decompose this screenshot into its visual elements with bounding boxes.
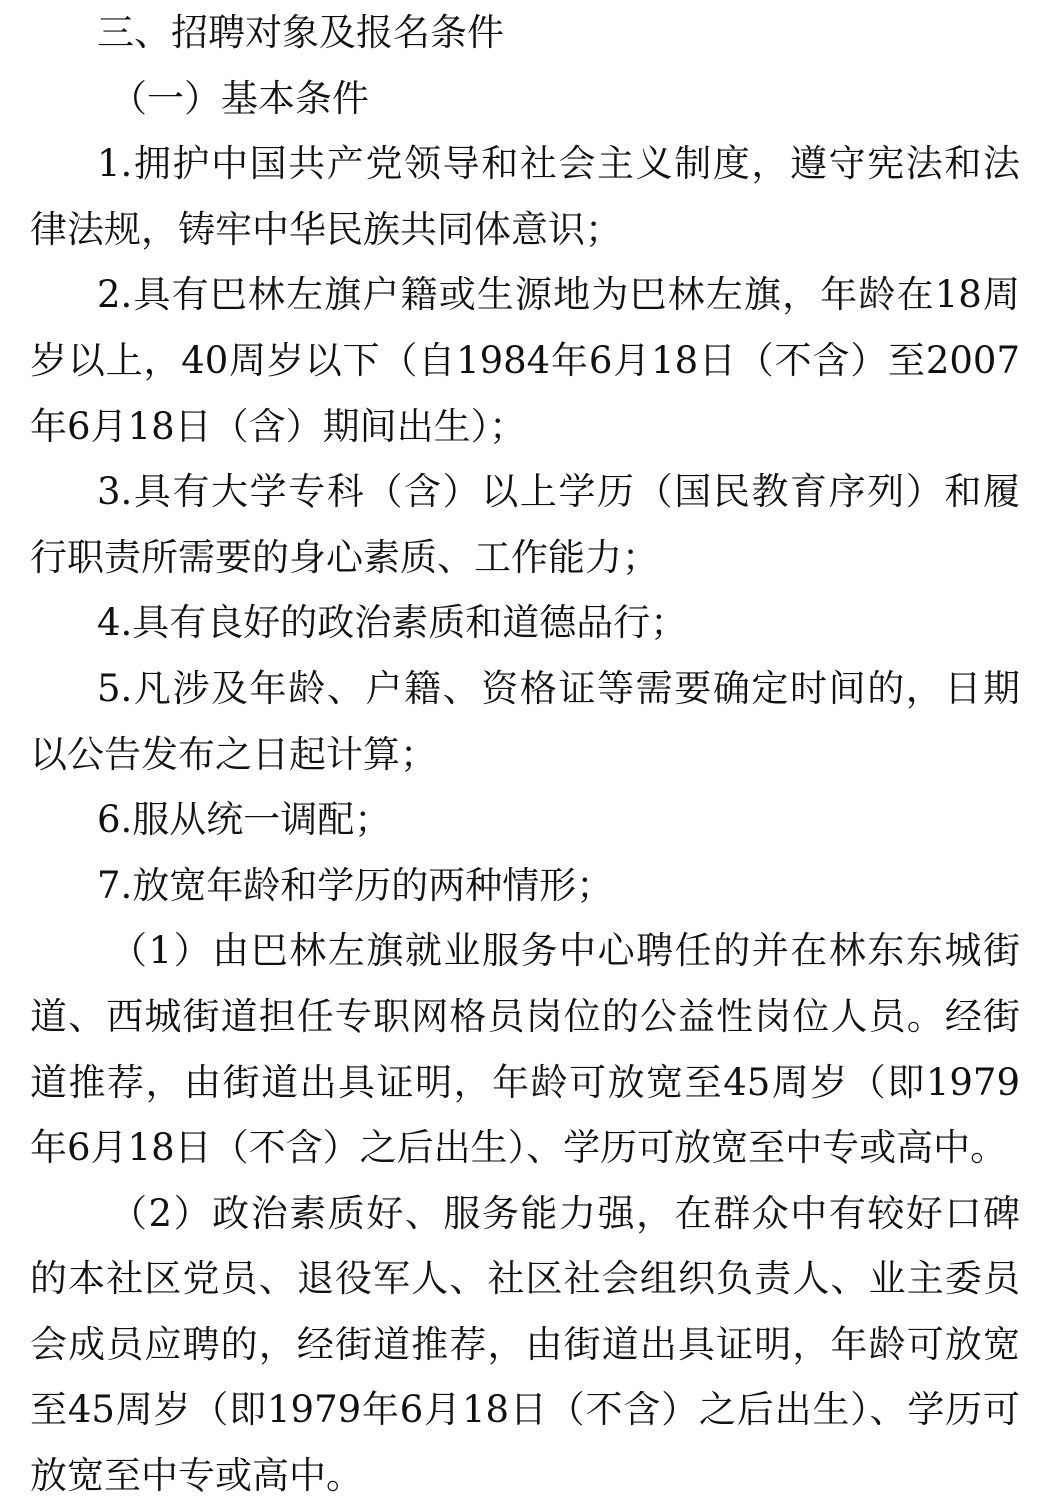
- condition-item-3: 3.具有大学专科（含）以上学历（国民教育序列）和履行职责所需要的身心素质、工作能力；: [30, 470, 1020, 579]
- document-body: [30, 0, 1020, 1509]
- relaxation-case-1: （1）由巴林左旗就业服务中心聘任的并在林东东城街道、西城街道担任专职网格员岗位的公益性岗位人员。经街道推荐，由街道出具证明，年龄可放宽至45周岁（即1979年6月18日（不含）之后出生）、学历可放宽至中专或高中。: [30, 929, 1020, 1170]
- section-heading: 三、招聘对象及报名条件: [97, 11, 504, 54]
- condition-item-5: 5.凡涉及年龄、户籍、资格证等需要确定时间的，日期以公告发布之日起计算；: [30, 666, 1020, 776]
- condition-item-1: 1.拥护中国共产党领导和社会主义制度，遵守宪法和法律法规，铸牢中华民族共同体意识；: [30, 142, 1020, 251]
- condition-item-7: 7.放宽年龄和学历的两种情形；: [97, 863, 614, 907]
- condition-item-2: 2.具有巴林左旗户籍或生源地为巴林左旗，年龄在18周岁以上，40周岁以下（自1984年6月18日（不含）至2007年6月18日（含）期间出生）；: [30, 273, 1020, 448]
- relaxation-case-2: （2）政治素质好、服务能力强，在群众中有较好口碑的本社区党员、退役军人、社区社会组织负责人、业主委员会成员应聘的，经街道推荐，由街道出具证明，年龄可放宽至45周岁（即1979年6月18日（不含）之后出生）、学历可放宽至中专或高中。: [30, 1191, 1020, 1498]
- condition-item-6: 6.服从统一调配；: [97, 798, 392, 842]
- sub-heading: （一）基本条件: [110, 76, 369, 120]
- condition-item-4: 4.具有良好的政治素质和道德品行；: [97, 601, 688, 645]
